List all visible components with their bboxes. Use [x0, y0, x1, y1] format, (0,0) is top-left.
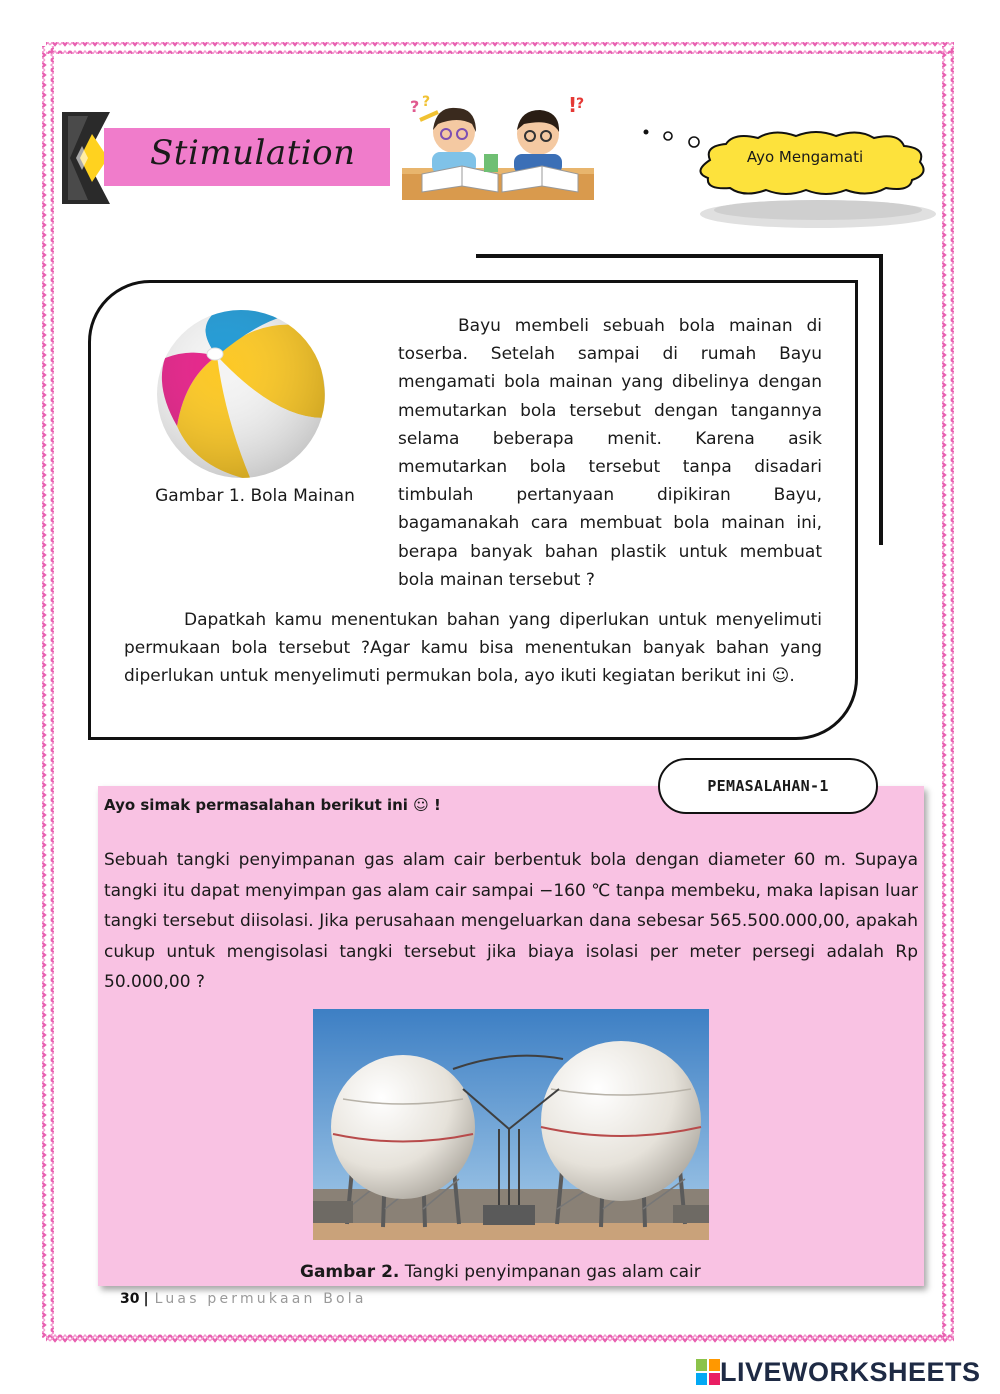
svg-text:?: ? — [576, 96, 585, 112]
figure-2-label: Gambar 2. — [300, 1262, 400, 1282]
figure-2-text: Tangki penyimpanan gas alam cair — [404, 1262, 701, 1282]
thought-cloud-icon — [690, 130, 936, 230]
footer-separator: | — [143, 1291, 149, 1307]
problem-badge: PEMASALAHAN-1 — [658, 758, 878, 814]
problem-intro: Ayo simak permasalahan berikut ini ☺ ! — [104, 796, 441, 814]
beach-ball-image — [155, 308, 327, 480]
svg-text:?: ? — [410, 97, 420, 116]
watermark-text: LIVEWORKSHEETS — [720, 1356, 981, 1387]
figure-2-caption — [300, 1261, 740, 1283]
page-number: 30 — [120, 1291, 140, 1307]
students-reading-illustration — [402, 94, 594, 200]
svg-text:?: ? — [422, 94, 431, 110]
svg-text:!: ! — [568, 94, 578, 117]
figure-1-caption: Gambar 1. Bola Mainan — [155, 486, 355, 506]
cloud-label: Ayo Mengamati — [746, 148, 864, 166]
story-paragraph: Bayu membeli sebuah bola mainan di toserba. Setelah sampai di rumah Bayu mengamati bola mainan yang dibelinya dengan memutarkan bola tersebut dengan tangannya selama beberapa menit. Karena asik memutarkan bola tersebut tanpa disadari timbulah pertanyaan dipikiran Bayu, bagamanakah cara membuat bola mainan ini, berapa banyak bahan plastik untuk membuat bola mainan tersebut ? — [398, 316, 822, 590]
page-footer — [120, 1291, 367, 1307]
chevron-decoration-icon — [62, 112, 110, 204]
problem-statement: Sebuah tangki penyimpanan gas alam cair berbentuk bola dengan diameter 60 m. Supaya tangki itu dapat menyimpan gas alam cair sampai −160 ℃ tanpa membeku, maka lapisan luar tangki tersebut diisolasi. Jika perusahaan mengeluarkan dana sebesar 565.500.000,00, apakah cukup untuk mengisolasi tangki tersebut jika biaya isolasi per meter persegi adalah Rp 50.000,00 ? — [104, 850, 918, 993]
question-paragraph: Dapatkah kamu menentukan bahan yang diperlukan untuk menyelimuti permukaan bola tersebut ?Agar kamu bisa menentukan banyak bahan yang diperlukan untuk menyelimuti permukan bola, ayo ikuti kegiatan berikut ini ☺. — [124, 610, 822, 687]
section-title: Stimulation — [150, 133, 356, 173]
gas-tanks-photo — [313, 1009, 709, 1240]
footer-topic: Luas permukaan Bola — [154, 1291, 367, 1307]
liveworksheets-watermark — [696, 1354, 981, 1390]
liveworksheets-logo-icon — [696, 1359, 720, 1385]
